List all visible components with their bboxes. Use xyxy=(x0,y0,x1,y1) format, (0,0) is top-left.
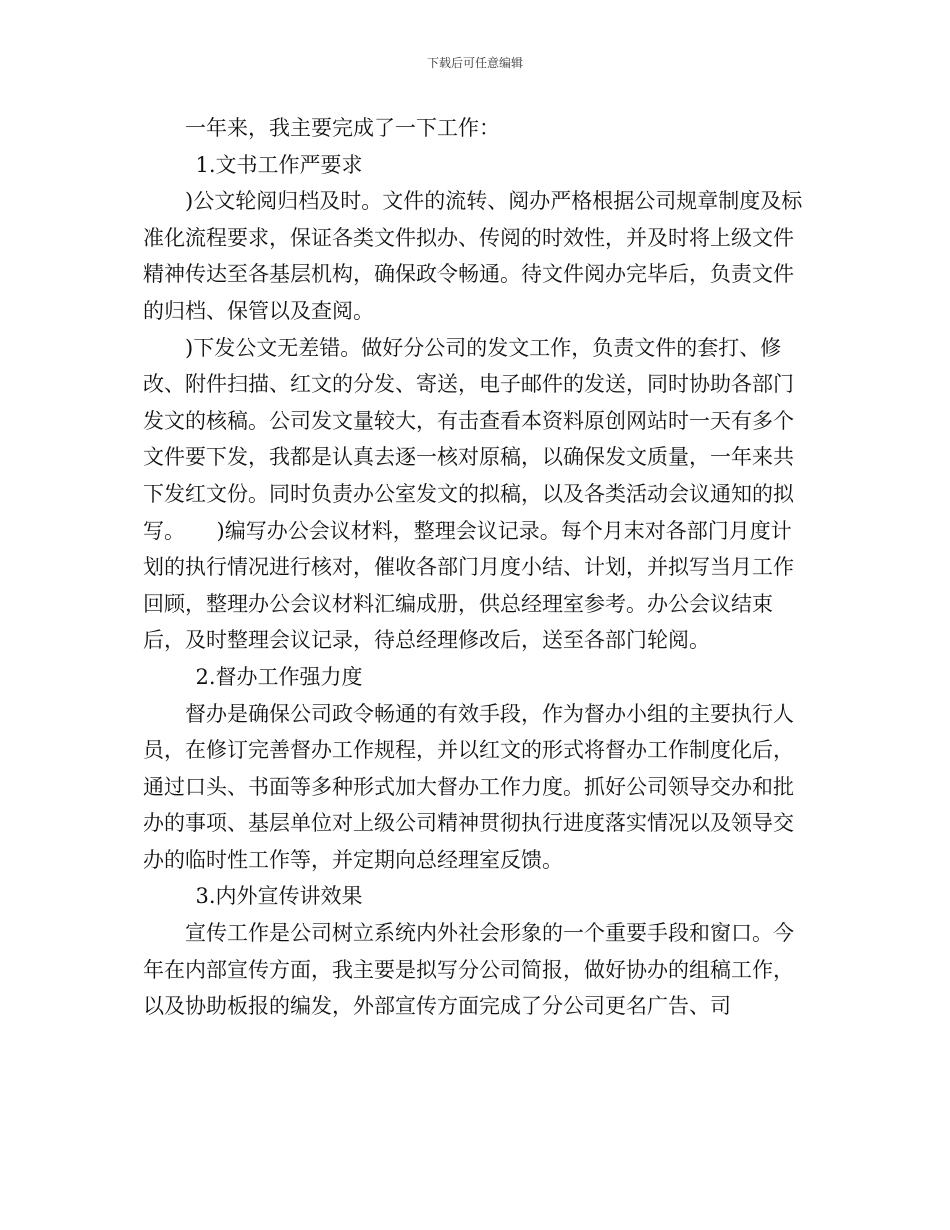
page-header: 下载后可任意编辑 xyxy=(426,56,523,70)
section-heading-1: 1.文书工作严要求 xyxy=(195,152,363,177)
document-body xyxy=(143,110,811,1025)
paragraph-supervision: 督办是确保公司政令畅通的有效手段，作为督办小组的主要执行人员，在修订完善督办工作规程，并以红文的形式将督办工作制度化后，通过口头、书面等多种形式加大督办工作力度。抓好公司领导交办和批办的事项、基层单位对上级公司精神贯彻执行进度落实情况以及领导交办的临时性工作等，并定期向总经理室反馈。 xyxy=(143,701,794,872)
section-heading-3: 3.内外宣传讲效果 xyxy=(195,884,363,909)
paragraph-publicity: 宣传工作是公司树立系统内外社会形象的一个重要手段和窗口。今年在内部宣传方面，我主要是拟写分公司简报，做好协办的组稿工作，以及协助板报的编发，外部宣传方面完成了分公司更名广告、司 xyxy=(143,921,794,1019)
paragraph-archiving: )公文轮阅归档及时。文件的流转、阅办严格根据公司规章制度及标准化流程要求，保证各类文件拟办、传阅的时效性，并及时将上级文件精神传达至各基层机构，确保政令畅通。待文件阅办完毕后，负责文件的归档、保管以及查阅。 xyxy=(143,189,803,323)
paragraph-issuing: )下发公文无差错。做好分公司的发文工作，负责文件的套打、修改、附件扫描、红文的分发、寄送，电子邮件的发送，同时协助各部门发文的核稿。公司发文量较大，有击查看本资料原创网站时一天有多个文件要下发，我都是认真去逐一核对原稿，以确保发文质量，一年来共下发红文份。同时负责办公室发文的拟稿，以及各类活动会议通知的拟写。 )编写办公会议材料，整理会议记录。每个月末对各部门月度计划的执行情况进行核对，催收各部门月度小结、计划，并拟写当月工作回顾，整理办公会议材料汇编成册，供总经理室参考。办公会议结束后，及时整理会议记录，待总经理修改后，送至各部门轮阅。 xyxy=(143,335,794,653)
intro-paragraph: 一年来，我主要完成了一下工作： xyxy=(185,116,500,140)
section-heading-2: 2.督办工作强力度 xyxy=(195,664,363,689)
